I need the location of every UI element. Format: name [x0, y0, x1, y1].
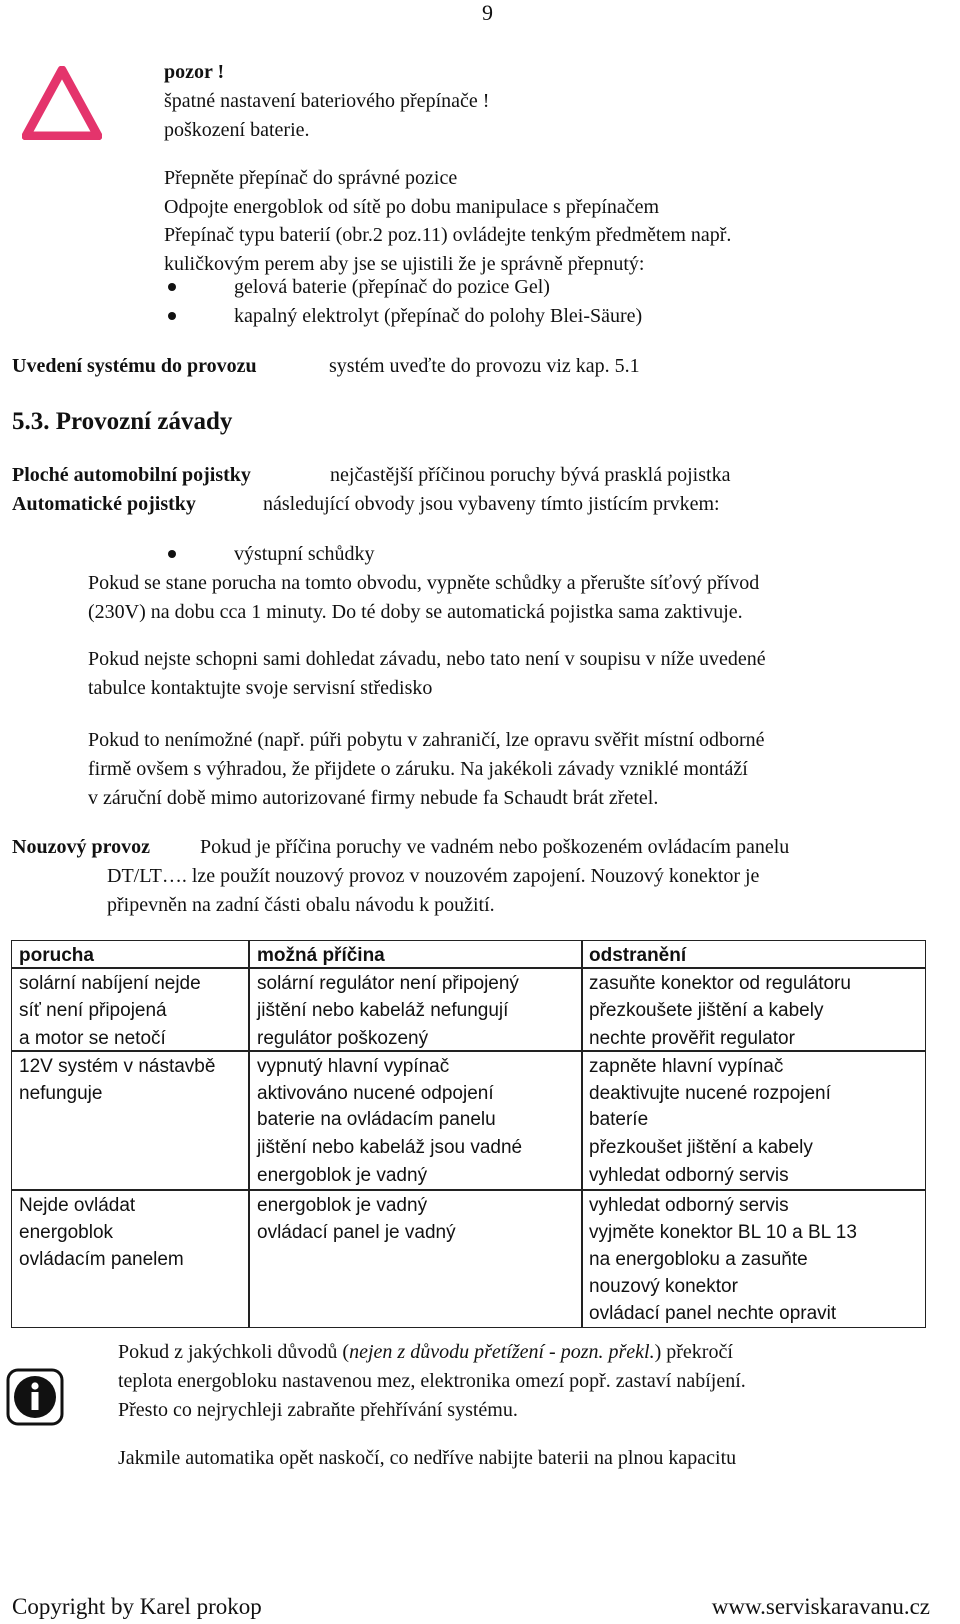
table-cell: přezkoušete jištění a kabely [589, 1000, 824, 1021]
table-cell: vyhledat odborný servis [589, 1165, 789, 1186]
emergency-line: Pokud je příčina poruchy ve vadném nebo poškozeném ovládacím panelu [200, 836, 790, 858]
startup-label: Uvedení systému do provozu [12, 355, 257, 377]
instruction-line: Přepněte přepínač do správné pozice [164, 167, 458, 189]
info-line [118, 1338, 733, 1366]
instructions [164, 164, 731, 278]
table-cell: solární nabíjení nejde [19, 973, 201, 994]
info-text: ) překročí [654, 1341, 733, 1363]
table-col-divider [248, 940, 250, 1328]
table-cell: regulátor poškozený [257, 1028, 429, 1049]
instruction-line: Přepínač typu baterií (obr.2 poz.11) ovládejte tenkým předmětem např. [164, 224, 732, 246]
paragraph-line: (230V) na dobu cca 1 minuty. Do té doby se automatická pojistka sama zaktivuje. [88, 601, 743, 623]
info-icon [6, 1368, 64, 1426]
info-line: Jakmile automatika opět naskočí, co nedříve nabijte baterii na plnou kapacitu [118, 1447, 737, 1469]
auto-fuses-label: Automatické pojistky [12, 493, 196, 515]
table-header: odstranění [589, 945, 687, 966]
table-cell: a motor se netočí [19, 1028, 166, 1049]
table-col-divider [581, 940, 583, 1328]
translator-note: nejen z důvodu přetížení - pozn. překl. [349, 1341, 655, 1363]
emergency-label: Nouzový provoz [12, 836, 150, 858]
table-cell: solární regulátor není připojený [257, 973, 519, 994]
table-cell: energoblok [19, 1222, 114, 1243]
bullet-icon [168, 283, 176, 291]
emergency-line: DT/LT…. lze použít nouzový provoz v nouzovém zapojení. Nouzový konektor je [107, 865, 760, 887]
table-cell: ovládací panel je vadný [257, 1222, 456, 1243]
table-cell: baterie na ovládacím panelu [257, 1109, 496, 1130]
warning-line: poškození baterie. [164, 119, 310, 141]
bullet-item: výstupní schůdky [234, 543, 375, 565]
table-cell: zasuňte konektor od regulátoru [589, 973, 851, 994]
bullet-item: kapalný elektrolyt (přepínač do polohy Blei-Säure) [234, 305, 643, 327]
warning-text [164, 58, 489, 145]
flat-fuses-label: Ploché automobilní pojistky [12, 464, 251, 486]
info-text: Pokud z jakýchkoli důvodů ( [118, 1341, 350, 1363]
info-line: teplota energobloku nastavenou mez, elektronika omezí popř. zastaví nabíjení. [118, 1370, 746, 1392]
table-header-divider [11, 967, 926, 969]
instruction-line: kuličkovým perem aby jse se ujistili že je správně přepnutý: [164, 252, 645, 275]
paragraph-line: v záruční době mimo autorizované firmy nebude fa Schaudt brát zřetel. [88, 787, 659, 809]
page-number: 9 [482, 0, 493, 25]
table-cell: nefunguje [19, 1083, 103, 1104]
auto-fuses-text: následující obvody jsou vybaveny tímto jistícím prvkem: [263, 493, 720, 515]
table-cell: vyjměte konektor BL 10 a BL 13 [589, 1222, 857, 1243]
instruction-line: Odpojte energoblok od sítě po dobu manipulace s přepínačem [164, 195, 660, 218]
table-cell: přezkoušet jištění a kabely [589, 1137, 813, 1158]
table-cell: 12V systém v nástavbě [19, 1056, 216, 1077]
table-cell: vyhledat odborný servis [589, 1195, 789, 1216]
footer-copyright: Copyright by Karel prokop [12, 1594, 262, 1619]
table-cell: bateríe [589, 1109, 649, 1130]
table-header: možná příčina [257, 945, 385, 966]
bullet-icon [168, 550, 176, 558]
paragraph-line: Pokud to nenímožné (např. púři pobytu v zahraničí, lze opravu svěřit místní odborné [88, 729, 765, 751]
flat-fuses-text: nejčastější příčinou poruchy bývá prasklá pojistka [330, 464, 731, 486]
table-cell: Nejde ovládat [19, 1195, 136, 1216]
table-cell: síť není připojená [19, 1000, 167, 1021]
table-cell: deaktivujte nucené rozpojení [589, 1083, 831, 1104]
footer-website: www.serviskaravanu.cz [711, 1594, 930, 1619]
bullet-icon [168, 312, 176, 320]
table-cell: ovládacím panelem [19, 1249, 184, 1270]
table-cell: vypnutý hlavní vypínač [257, 1056, 450, 1077]
section-heading: 5.3. Provozní závady [12, 408, 233, 435]
emergency-line: připevněn na zadní části obalu návodu k použití. [107, 894, 495, 916]
paragraph-line: Pokud se stane porucha na tomto obvodu, vypněte schůdky a přerušte síťový přívod [88, 572, 760, 594]
table-cell: energoblok je vadný [257, 1195, 428, 1216]
table-cell: jištění nebo kabeláž jsou vadné [257, 1137, 523, 1158]
paragraph-line: tabulce kontaktujte svoje servisní středisko [88, 677, 433, 699]
table-cell: zapněte hlavní vypínač [589, 1056, 784, 1077]
warning-title: pozor ! [164, 61, 225, 83]
warning-line: špatné nastavení bateriového přepínače ! [164, 90, 490, 112]
startup-text: systém uveďte do provozu viz kap. 5.1 [329, 355, 640, 377]
paragraph-line: firmě ovšem s výhradou, že přijdete o záruku. Na jakékoli závady vzniklé montáží [88, 758, 748, 780]
paragraph-line: Pokud nejste schopni sami dohledat závadu, nebo tato není v soupisu v níže uvedené [88, 648, 766, 670]
table-cell: ovládací panel nechte opravit [589, 1303, 837, 1324]
table-cell: aktivováno nucené odpojení [257, 1083, 494, 1104]
warning-triangle-icon [22, 66, 102, 140]
table-cell: jištění nebo kabeláž nefungují [257, 1000, 509, 1021]
table-cell: na energobloku a zasuňte [589, 1249, 808, 1270]
table-header: porucha [19, 945, 94, 966]
table-cell: nechte prověřit regulator [589, 1028, 795, 1049]
bullet-item: gelová baterie (přepínač do pozice Gel) [234, 276, 550, 298]
table-row-divider [11, 1189, 926, 1191]
table-cell: nouzový konektor [589, 1276, 738, 1297]
info-line: Přesto co nejrychleji zabraňte přehřívání systému. [118, 1399, 518, 1421]
table-cell: energoblok je vadný [257, 1165, 428, 1186]
